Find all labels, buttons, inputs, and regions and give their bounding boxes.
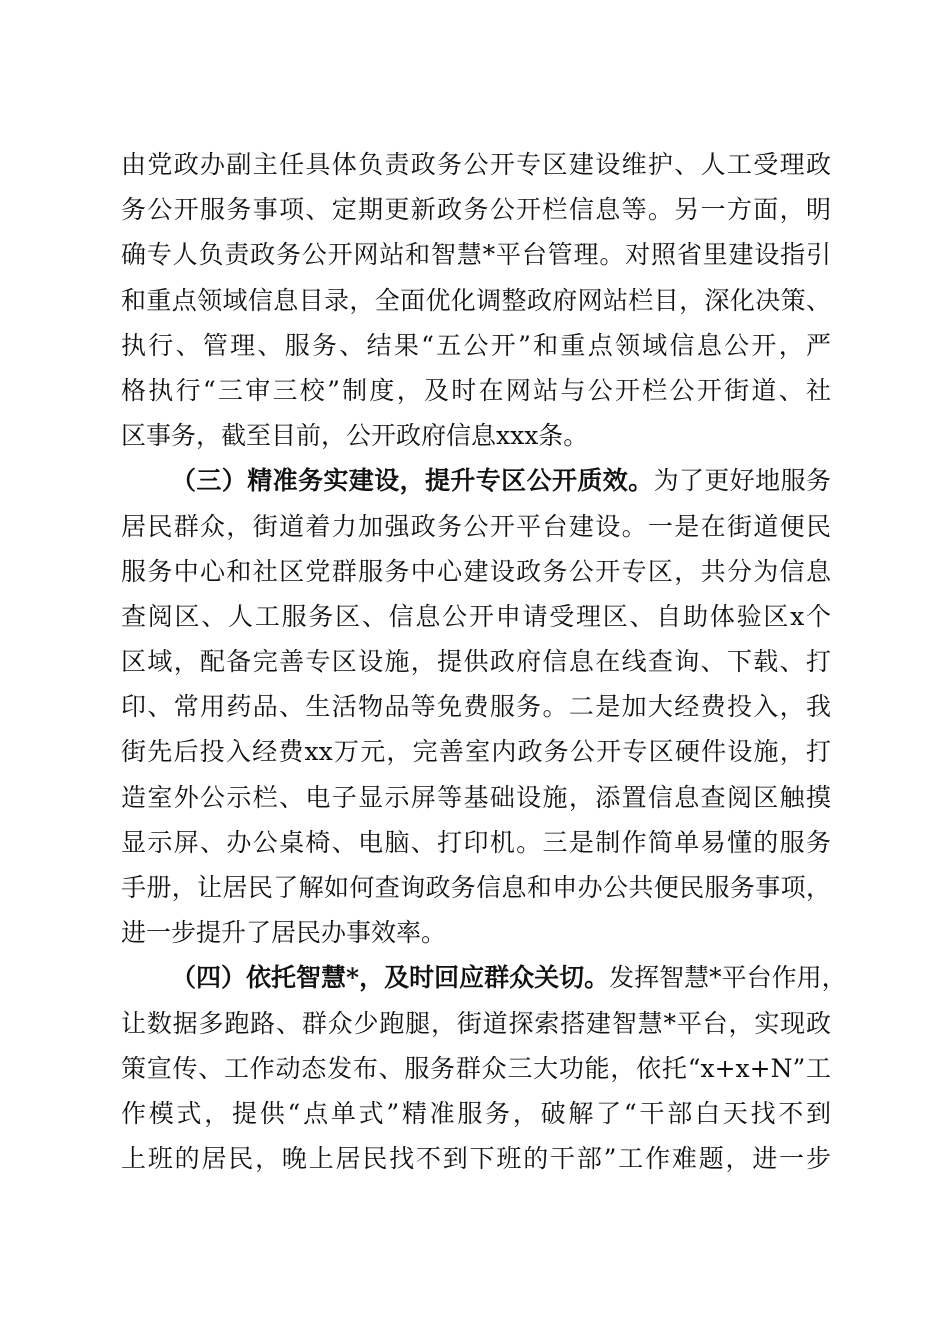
paragraph-2-line-3: 服务中心和社区党群服务中心建设政务公开专区，共分为信息 bbox=[121, 556, 831, 586]
paragraph-2-line-9: 显示屏、办公桌椅、电脑、打印机。三是制作简单易懂的服务 bbox=[121, 827, 831, 857]
paragraph-2-line-11: 进一步提升了居民办事效率。 bbox=[121, 918, 447, 948]
paragraph-3-first-line-rest: 发挥智慧*平台作用， bbox=[609, 963, 847, 993]
paragraph-2-first-line bbox=[121, 458, 831, 503]
paragraph-3-line-2: 让数据多跑路、群众少跑腿，街道探索搭建智慧*平台，实现政 bbox=[121, 1008, 831, 1038]
paragraph-1-line-7: 区事务，截至目前，公开政府信息xxx条。 bbox=[121, 421, 589, 451]
paragraph-2-line-7: 街先后投入经费xx万元，完善室内政务公开专区硬件设施，打 bbox=[121, 737, 831, 767]
paragraph-1-line-3: 确专人负责政务公开网站和智慧*平台管理。对照省里建设指引 bbox=[121, 240, 831, 270]
paragraph-1-line-6: 格执行“三审三校”制度，及时在网站与公开栏公开街道、社 bbox=[121, 375, 831, 405]
section-heading-4: （四）依托智慧*，及时回应群众关切。 bbox=[171, 963, 610, 993]
paragraph-2-line-2: 居民群众，街道着力加强政务公开平台建设。一是在街道便民 bbox=[121, 511, 831, 541]
paragraph-1-line-4: 和重点领域信息目录，全面优化调整政府网站栏目，深化决策、 bbox=[121, 285, 831, 315]
paragraph-2-line-8: 造室外公示栏、电子显示屏等基础设施，添置信息查阅区触摸 bbox=[121, 782, 831, 812]
paragraph-3-line-5: 上班的居民，晚上居民找不到下班的干部”工作难题，进一步 bbox=[121, 1144, 831, 1174]
paragraph-3-first-line bbox=[121, 955, 847, 1000]
paragraph-2-line-5: 区域，配备完善专区设施，提供政府信息在线查询、下载、打 bbox=[121, 647, 831, 677]
paragraph-2-line-10: 手册，让居民了解如何查询政务信息和申办公共便民服务事项， bbox=[121, 873, 831, 902]
section-heading-3: （三）精准务实建设，提升专区公开质效。 bbox=[171, 466, 654, 496]
paragraph-3-line-4: 作模式，提供“点单式”精准服务，破解了“干部白天找不到 bbox=[121, 1098, 831, 1128]
paragraph-2-line-4: 查阅区、人工服务区、信息公开申请受理区、自助体验区x个 bbox=[121, 601, 831, 631]
paragraph-1-line-5: 执行、管理、服务、结果“五公开”和重点领域信息公开，严 bbox=[121, 330, 831, 360]
paragraph-3-line-3: 策宣传、工作动态发布、服务群众三大功能，依托“x+x+N”工 bbox=[121, 1053, 831, 1083]
paragraph-1-line-2: 务公开服务事项、定期更新政务公开栏信息等。另一方面，明 bbox=[121, 195, 831, 225]
paragraph-2-first-line-rest: 为了更好地服务 bbox=[653, 466, 831, 496]
paragraph-1-line-1: 由党政办副主任具体负责政务公开专区建设维护、人工受理政 bbox=[121, 150, 831, 179]
document-body bbox=[121, 142, 847, 1181]
paragraph-2-line-6: 印、常用药品、生活物品等免费服务。二是加大经费投入，我 bbox=[121, 692, 831, 722]
